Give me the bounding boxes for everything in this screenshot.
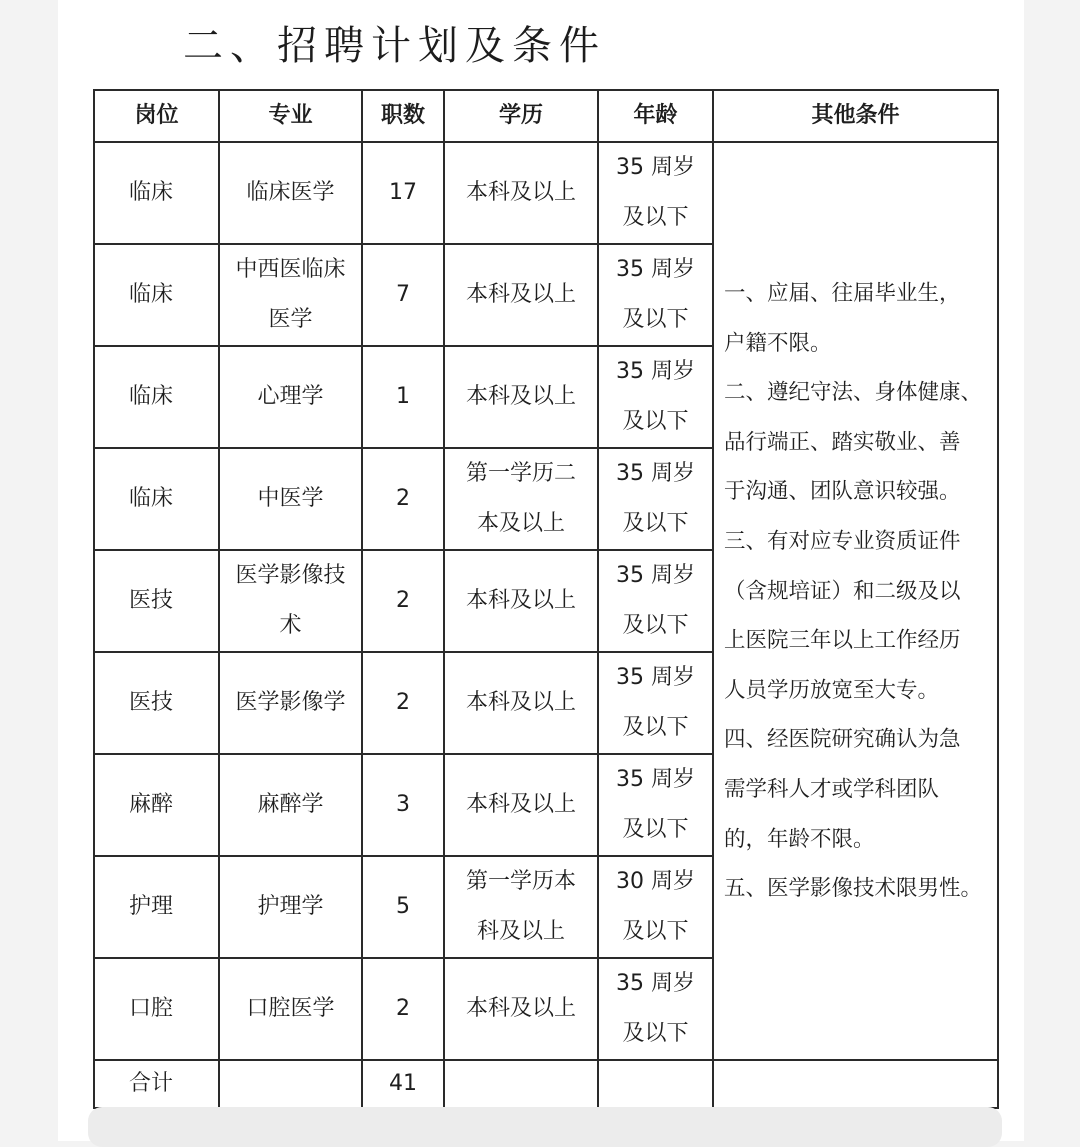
cell-position: 医技: [94, 550, 219, 652]
cell-line: 本科及以上: [465, 690, 576, 715]
cell-education: [444, 346, 598, 448]
cell-count: 2: [362, 448, 444, 550]
cell-education: [444, 958, 598, 1060]
total-count: 41: [362, 1060, 444, 1108]
cell-line: 本科及以上: [465, 384, 576, 409]
cell-age: [598, 754, 713, 856]
cell-line: 本科及以上: [465, 180, 576, 205]
cell-major: [219, 244, 362, 346]
header-position: 岗位: [94, 90, 219, 142]
cell-major: [219, 550, 362, 652]
cell-education: [444, 652, 598, 754]
cell-age: [598, 346, 713, 448]
cell-position: 医技: [94, 652, 219, 754]
cell-line: 第一学历二: [465, 461, 576, 486]
cell-education: [444, 754, 598, 856]
cell-line: 本及以上: [476, 511, 565, 536]
cell-line: 中医学: [257, 486, 324, 511]
cell-position: 麻醉: [94, 754, 219, 856]
total-education-empty: [444, 1060, 598, 1108]
cell-education: [444, 244, 598, 346]
other-condition-line: 二、遵纪守法、身体健康、: [724, 380, 983, 406]
cell-position: 临床: [94, 448, 219, 550]
cell-line: 及以下: [622, 205, 689, 230]
other-condition-line: 的，年龄不限。: [724, 826, 875, 852]
header-major: 专业: [219, 90, 362, 142]
cell-line: 医学影像学: [235, 690, 346, 715]
cell-age: [598, 958, 713, 1060]
cell-age: [598, 550, 713, 652]
cell-line: 35 周岁: [616, 257, 695, 282]
other-condition-line: 三、有对应专业资质证件: [724, 528, 961, 554]
cell-major: [219, 346, 362, 448]
cell-line: 35 周岁: [616, 767, 695, 792]
table-body: [94, 142, 998, 1108]
cell-line: 中西医临床: [235, 257, 346, 282]
cell-age: [598, 652, 713, 754]
total-row: [94, 1060, 998, 1108]
total-label: 合计: [94, 1060, 219, 1108]
total-other-empty: [713, 1060, 998, 1108]
next-card: [88, 1107, 1002, 1147]
cell-line: 30 周岁: [616, 869, 695, 894]
cell-position: 临床: [94, 244, 219, 346]
cell-line: 35 周岁: [616, 665, 695, 690]
cell-line: 35 周岁: [616, 461, 695, 486]
cell-line: 医学: [268, 307, 313, 332]
cell-education: [444, 448, 598, 550]
cell-position: 临床: [94, 346, 219, 448]
cell-education: [444, 856, 598, 958]
cell-count: 2: [362, 652, 444, 754]
other-condition-line: 人员学历放宽至大专。: [724, 677, 940, 703]
cell-line: 及以下: [622, 817, 689, 842]
other-condition-line: 品行端正、踏实敬业、善: [724, 429, 961, 455]
header-education: 学历: [444, 90, 598, 142]
cell-line: 本科及以上: [465, 792, 576, 817]
cell-count: 5: [362, 856, 444, 958]
section-heading: 二、招聘计划及条件: [183, 23, 606, 69]
cell-count: 17: [362, 142, 444, 244]
cell-count: 2: [362, 958, 444, 1060]
cell-line: 35 周岁: [616, 563, 695, 588]
cell-count: 2: [362, 550, 444, 652]
cell-position: 临床: [94, 142, 219, 244]
cell-education: [444, 142, 598, 244]
cell-line: 口腔医学: [246, 996, 335, 1021]
cell-line: 临床医学: [246, 180, 335, 205]
other-condition-line: 需学科人才或学科团队: [724, 776, 940, 802]
other-condition-line: 于沟通、团队意识较强。: [724, 479, 961, 505]
cell-line: 本科及以上: [465, 588, 576, 613]
recruitment-table: [93, 89, 999, 1109]
cell-count: 7: [362, 244, 444, 346]
header-row: [94, 90, 998, 142]
cell-line: 医学影像技: [235, 563, 346, 588]
cell-position: 护理: [94, 856, 219, 958]
cell-major: [219, 754, 362, 856]
cell-major: [219, 856, 362, 958]
cell-line: 第一学历本: [465, 869, 576, 894]
cell-line: 及以下: [622, 715, 689, 740]
cell-line: 护理学: [257, 894, 324, 919]
cell-line: 本科及以上: [465, 282, 576, 307]
other-condition-line: （含规培证）和二级及以: [724, 578, 961, 604]
header-count: 职数: [362, 90, 444, 142]
total-age-empty: [598, 1060, 713, 1108]
cell-line: 本科及以上: [465, 996, 576, 1021]
cell-major: [219, 448, 362, 550]
cell-count: 3: [362, 754, 444, 856]
cell-line: 及以下: [622, 1021, 689, 1046]
cell-line: 及以下: [622, 307, 689, 332]
cell-age: [598, 142, 713, 244]
cell-age: [598, 448, 713, 550]
other-condition-line: 五、医学影像技术限男性。: [724, 876, 983, 902]
cell-line: 术: [279, 613, 302, 638]
cell-major: [219, 958, 362, 1060]
other-condition-line: 一、应届、往届毕业生，: [724, 281, 961, 306]
cell-line: 及以下: [622, 919, 689, 944]
cell-line: 35 周岁: [616, 155, 695, 180]
cell-line: 35 周岁: [616, 971, 695, 996]
other-condition-line: 户籍不限。: [724, 330, 832, 356]
header-age: 年龄: [598, 90, 713, 142]
header-other-conditions: 其他条件: [713, 90, 998, 142]
other-condition-line: 上医院三年以上工作经历: [724, 628, 961, 654]
cell-major: [219, 652, 362, 754]
cell-line: 心理学: [257, 384, 324, 409]
cell-line: 35 周岁: [616, 359, 695, 384]
cell-major: [219, 142, 362, 244]
cell-count: 1: [362, 346, 444, 448]
other-condition-line: 四、经医院研究确认为急: [724, 727, 961, 753]
cell-other-conditions: [713, 142, 998, 1060]
table-row: [94, 142, 998, 244]
cell-line: 科及以上: [476, 919, 565, 944]
cell-age: [598, 244, 713, 346]
cell-line: 及以下: [622, 613, 689, 638]
cell-age: [598, 856, 713, 958]
cell-line: 及以下: [622, 511, 689, 536]
cell-line: 及以下: [622, 409, 689, 434]
cell-line: 麻醉学: [257, 792, 324, 817]
total-major-empty: [219, 1060, 362, 1108]
cell-position: 口腔: [94, 958, 219, 1060]
cell-education: [444, 550, 598, 652]
